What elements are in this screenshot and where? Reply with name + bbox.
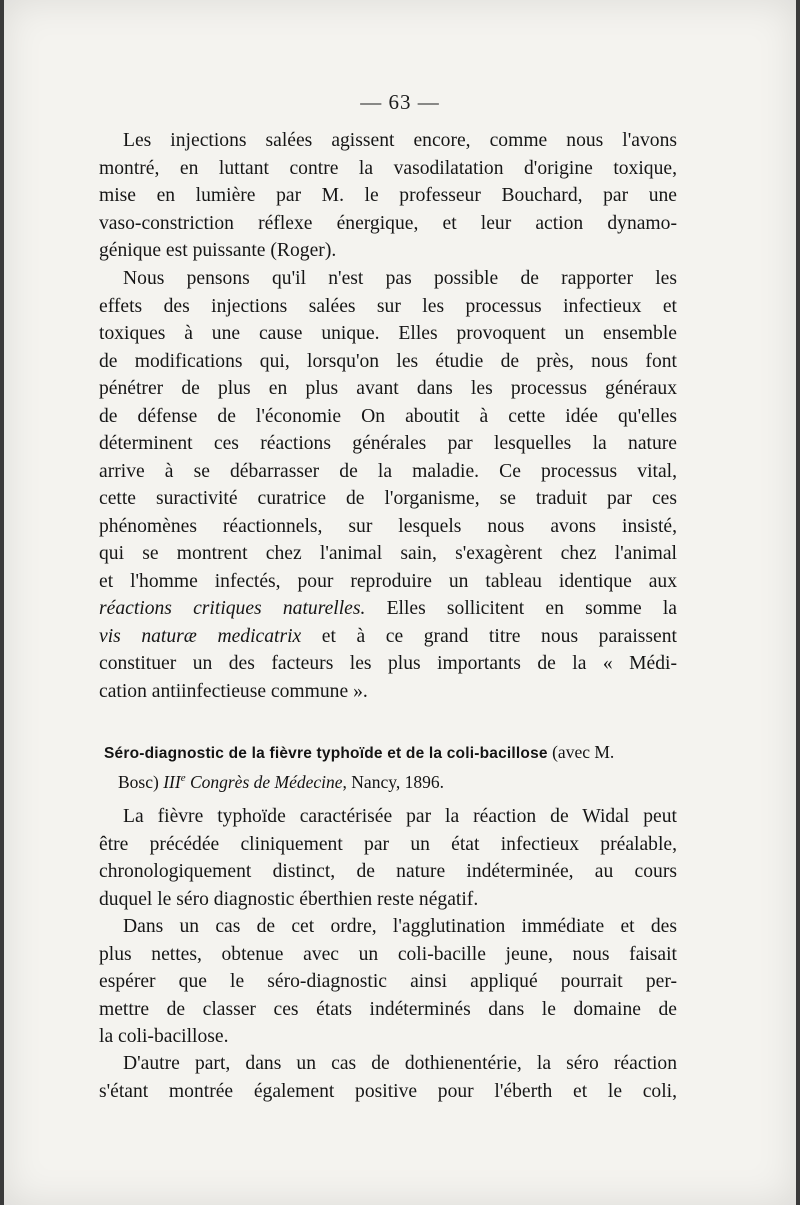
paragraph-injections bbox=[99, 127, 677, 265]
text-fragment: et à ce grand titre nous paraissent bbox=[301, 625, 677, 647]
section-heading bbox=[104, 740, 664, 795]
text-line: constituer un des facteurs les plus importants de la « Médi- bbox=[99, 653, 677, 674]
text-line: mettre de classer ces états indéterminés dans le domaine de bbox=[99, 998, 677, 1020]
paragraph-agglutination bbox=[99, 913, 677, 1051]
text-line: mise en lumière par M. le professeur Bouchard, par une bbox=[99, 185, 677, 206]
text-line: de modifications qui, lorsqu'on les étudie de près, nous font bbox=[99, 350, 677, 372]
text-line: toxiques à une cause unique. Elles provoquent un ensemble bbox=[99, 323, 677, 344]
text-line: la coli-bacillose. bbox=[99, 1026, 229, 1047]
heading-place-year: , Nancy, 1896. bbox=[342, 771, 444, 792]
italic-phrase: vis naturæ medicatrix bbox=[99, 625, 302, 647]
paragraph-fievre-typhoide bbox=[99, 803, 677, 913]
text-line: cette suractivité curatrice de l'organisme, se traduit par ces bbox=[99, 488, 677, 509]
page-number: — 63 — bbox=[360, 90, 440, 114]
text-line: vaso-constriction réflexe énergique, et leur action dynamo- bbox=[99, 212, 677, 234]
text-line: espérer que le séro-diagnostic ainsi appliqué pourrait per- bbox=[99, 971, 677, 992]
text-line: et l'homme infectés, pour reproduire un tableau identique aux bbox=[99, 570, 677, 592]
text-line: arrive à se débarrasser de la maladie. Ce processus vital, bbox=[99, 460, 677, 482]
heading-coauthor: Bosc) bbox=[118, 771, 164, 792]
text-line: pénétrer de plus en plus avant dans les processus généraux bbox=[99, 378, 677, 399]
heading-line bbox=[104, 742, 614, 762]
text-line: duquel le séro diagnostic éberthien reste négatif. bbox=[99, 888, 479, 910]
text-line: cation antiinfectieuse commune ». bbox=[99, 680, 368, 702]
heading-superscript: e bbox=[180, 772, 186, 784]
italic-phrase: réactions critiques naturelles. bbox=[99, 598, 366, 619]
text-line bbox=[99, 595, 677, 623]
paragraph-dothienenterie bbox=[99, 1050, 677, 1105]
paragraph-effets bbox=[99, 265, 677, 705]
text-line: Dans un cas de cet ordre, l'agglutination immédiate et des bbox=[123, 916, 677, 937]
heading-line bbox=[104, 766, 664, 795]
text-line: de défense de l'économie On aboutit à cette idée qu'elles bbox=[99, 405, 677, 427]
text-line: plus nettes, obtenue avec un coli-bacille jeune, nous faisait bbox=[99, 943, 677, 965]
text-line: Nous pensons qu'il n'est pas possible de rapporter les bbox=[123, 268, 677, 289]
text-line bbox=[99, 623, 677, 651]
heading-title: Séro-diagnostic de la fièvre typhoïde et de la coli-bacillose bbox=[104, 745, 548, 762]
text-line: chronologiquement distinct, de nature indéterminée, au cours bbox=[99, 861, 677, 882]
heading-authors: (avec M. bbox=[547, 742, 615, 762]
heading-congress: Congrès de Médecine bbox=[185, 771, 343, 792]
text-line: effets des injections salées sur les processus infectieux et bbox=[99, 295, 677, 317]
text-line: montré, en luttant contre la vasodilatation d'origine toxique, bbox=[99, 157, 677, 179]
text-line: phénomènes réactionnels, sur lesquels nous avons insisté, bbox=[99, 515, 677, 537]
text-line: D'autre part, dans un cas de dothienentérie, la séro réaction bbox=[123, 1053, 677, 1074]
text-line: être précédée cliniquement par un état infectieux préalable, bbox=[99, 833, 677, 855]
text-line: déterminent ces réactions générales par lesquelles la nature bbox=[99, 433, 677, 454]
text-line: qui se montrent chez l'animal sain, s'exagèrent chez l'animal bbox=[99, 543, 677, 564]
text-line: La fièvre typhoïde caractérisée par la réaction de Widal peut bbox=[123, 806, 677, 827]
heading-congress-numeral: III bbox=[163, 771, 181, 792]
text-fragment: Elles sollicitent en somme la bbox=[365, 598, 677, 619]
document-page bbox=[4, 0, 796, 1205]
text-line: s'étant montrée également positive pour l'éberth et le coli, bbox=[99, 1080, 677, 1102]
text-line: génique est puissante (Roger). bbox=[99, 240, 337, 261]
text-line: Les injections salées agissent encore, comme nous l'avons bbox=[123, 130, 677, 151]
